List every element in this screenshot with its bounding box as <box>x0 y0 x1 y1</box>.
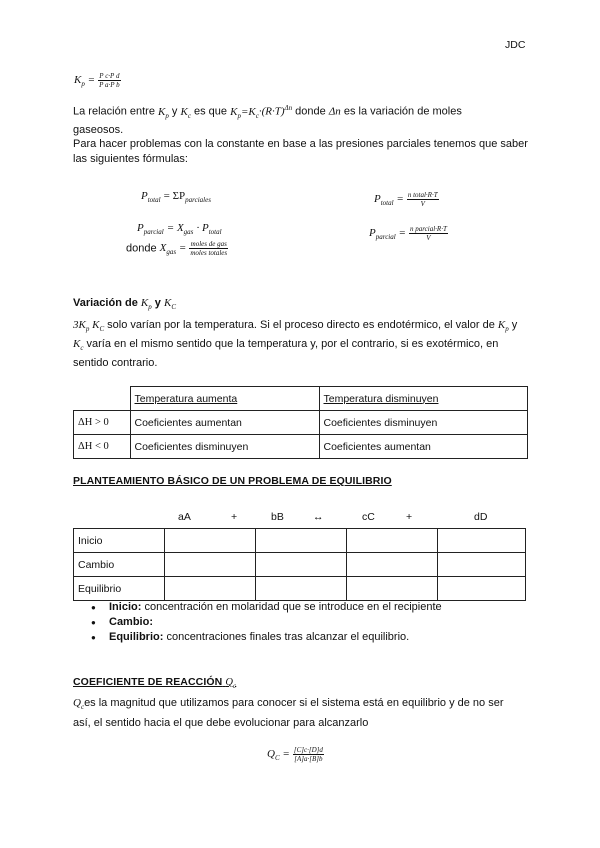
row-label-cambio: Cambio <box>74 553 165 577</box>
p-parcial-formula: $P_{parcial} = X_{gas} \cdot P_{total}$ <box>137 222 222 237</box>
col-header-temp-down: Temperatura disminuyen <box>323 392 439 405</box>
reaction-quotient-line-1: $Q_ces$ la magnitud que utilizamos para conocer si el sistema está en equilibrio y de no ser <box>73 697 504 712</box>
kp-symbol: K <box>74 74 82 87</box>
partial-pressure-intro: Para hacer problemas con la constante en base a las presiones parciales tenemos que saber las siguientes fórmulas: <box>73 138 528 165</box>
author-initials: JDC <box>505 39 526 51</box>
equilibrium-heading: PLANTEAMIENTO BÁSICO DE UN PROBLEMA DE EQUILIBRIO <box>73 475 392 487</box>
plus-sign: + <box>231 511 238 523</box>
row-label-dh-positive: ΔH > 0 <box>74 411 131 435</box>
p-parcial-ideal-formula: $P_{parcial}$ = $\frac{\text{n parcial·R·T}}{V}$ <box>369 225 447 242</box>
qc-formula: $Q_C$ = $\frac{[C]c\cdot[D]d}{[A]a\cdot[B]b}$ <box>267 746 323 763</box>
col-header-temp-up: Temperatura aumenta <box>134 392 238 405</box>
product-c: cC <box>362 511 375 523</box>
variation-line-3: sentido contrario. <box>73 357 158 369</box>
list-item: ● Equilibrio: concentraciones finales tras alcanzar el equilibrio. <box>91 630 531 645</box>
product-d: dD <box>474 511 488 523</box>
plus-sign: + <box>406 511 413 523</box>
p-total-ideal-formula: $P_{total}$ = $\frac{\text{n total·R·T}}{V}$ <box>374 191 438 208</box>
variation-title: Variación de $K_p$ y $K_C$ <box>73 297 176 312</box>
variation-line-2: $K_c$ varía en el mismo sentido que la temperatura y, por el contrario, si es exotérmico, en <box>73 338 499 353</box>
table-cell: Coeficientes aumentan <box>130 411 319 435</box>
table-row <box>74 435 528 459</box>
temperature-table <box>73 386 528 459</box>
reaction-quotient-line-2: así, el sentido hacia el que debe evolucionar para alcanzarlo <box>73 717 369 729</box>
kp-sub: p <box>81 80 85 89</box>
variation-line-1: $3K_p$ $K_C$ solo varían por la temperatura. Si el proceso directo es endotérmico, el valor de $K_p$ y <box>73 319 518 334</box>
reaction-header <box>0 511 600 525</box>
table-row <box>74 411 528 435</box>
table-row <box>74 387 528 411</box>
x-gas-formula: donde $X_{gas}$ = $\frac{\text{moles de gas}}{\text{moles totales}}$ <box>126 240 228 257</box>
p-total-sum-formula: $P_{total} = \Sigma P_{parciales}$ <box>141 190 211 205</box>
list-item: ● Inicio: concentración en molaridad que se introduce en el recipiente <box>91 600 531 615</box>
row-label-equilibrio: Equilibrio <box>74 577 165 601</box>
reactant-a: aA <box>178 511 191 523</box>
table-cell: Coeficientes disminuyen <box>130 435 319 459</box>
table-row <box>74 529 526 553</box>
reaction-quotient-heading: COEFICIENTE DE REACCIÓN $Q_c$ <box>73 676 237 691</box>
list-item: ● Cambio: <box>91 615 531 630</box>
table-row <box>74 553 526 577</box>
row-label-inicio: Inicio <box>74 529 165 553</box>
equilibrium-arrow: ↔ <box>313 511 324 523</box>
table-cell: Coeficientes aumentan <box>319 435 528 459</box>
table-cell: Coeficientes disminuyen <box>319 411 528 435</box>
equilibrium-table <box>73 528 526 601</box>
reactant-b: bB <box>271 511 284 523</box>
kp-kc-relation-end: gaseosos. <box>73 124 124 136</box>
equilibrium-bullets <box>91 600 531 645</box>
kp-fraction: $\frac{\text{P c·P d}}{\text{P a·P b}}$ <box>99 72 120 89</box>
row-label-dh-negative: ΔH < 0 <box>74 435 131 459</box>
table-row <box>74 577 526 601</box>
kp-definition: $K_p$ = $\frac{\text{P c·P d}}{\text{P a·P b}}$ <box>74 72 120 89</box>
kp-kc-relation: La relación entre $K_p$ y $K_c$ es que $K_p=K_c\cdot(R\cdot T)^{\Delta n}$ donde Δn es la variación de moles <box>73 104 462 120</box>
